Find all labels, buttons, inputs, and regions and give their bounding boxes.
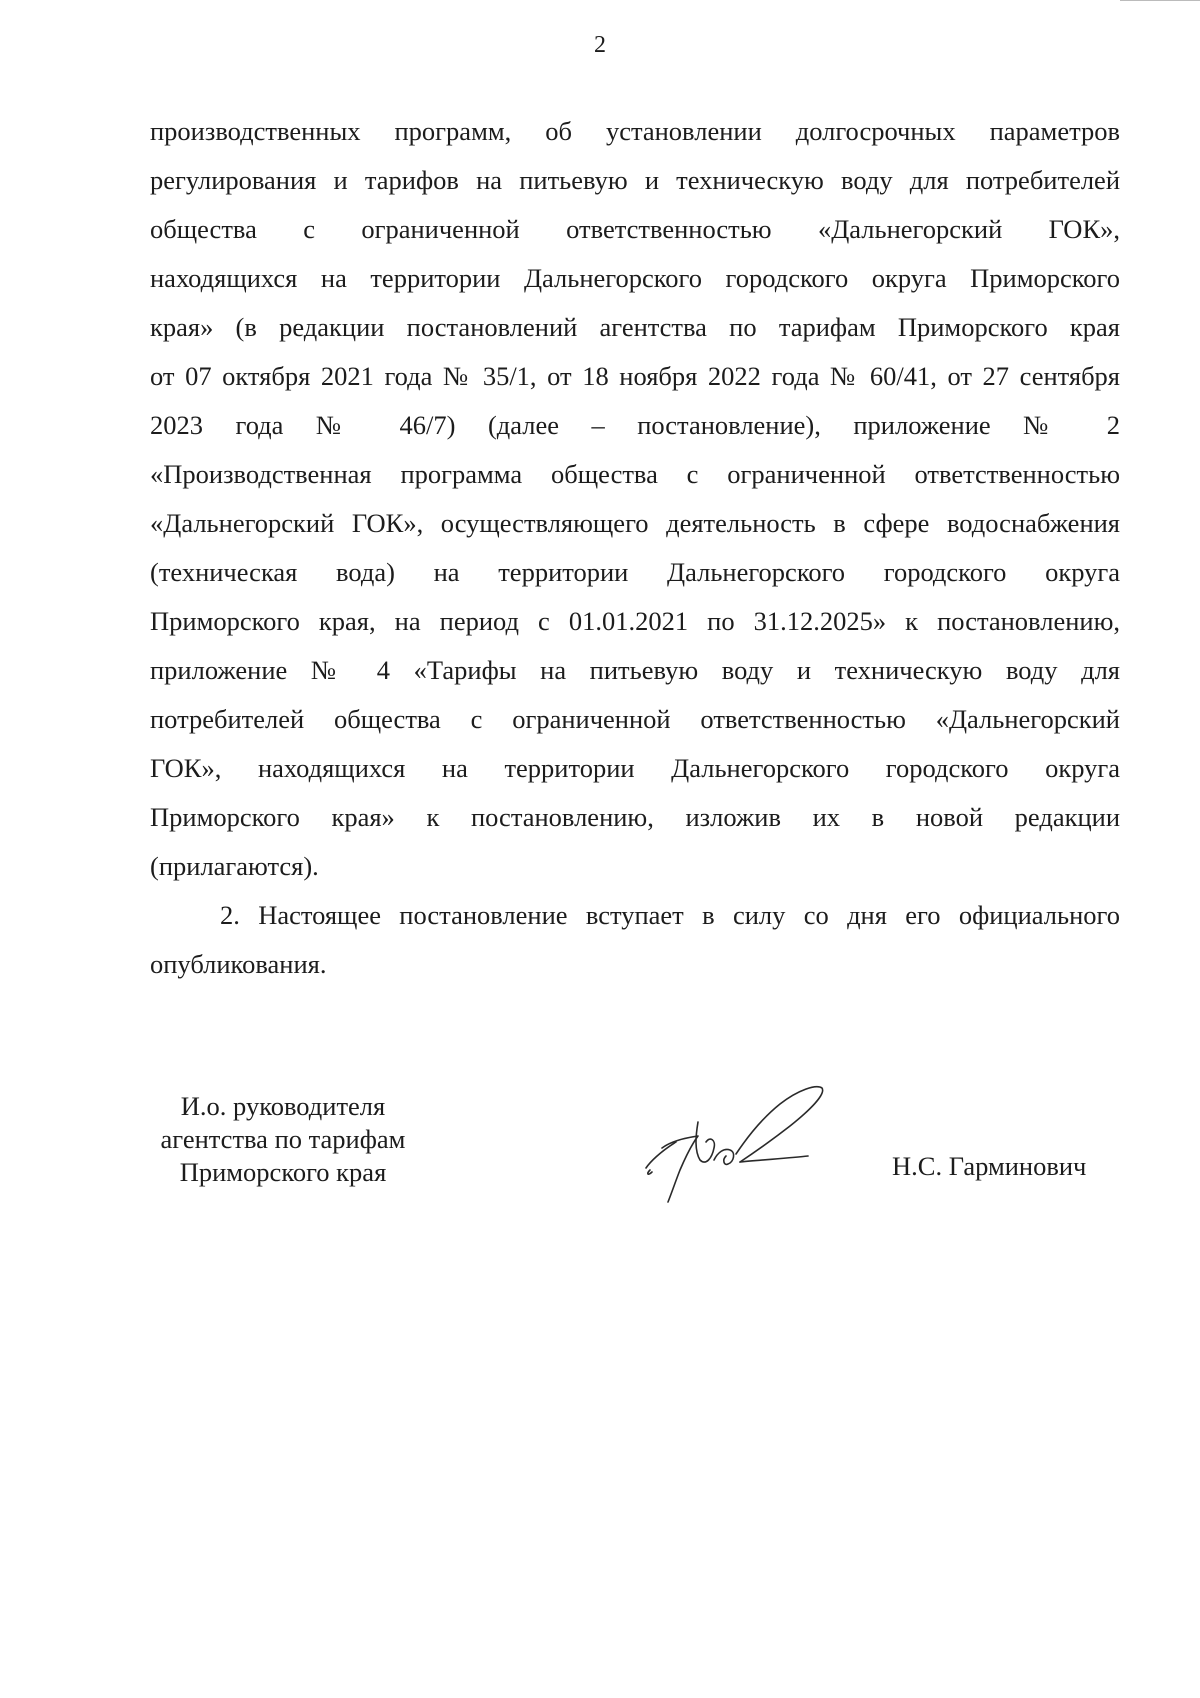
body-line: «Дальнегорский ГОК», осуществляющего деятельность в сфере водоснабжения [150, 508, 1120, 538]
paragraph-2-line: опубликования. [150, 949, 327, 979]
body-line: «Производственная программа общества с ограниченной ответственностью [150, 459, 1120, 489]
body-line: потребителей общества с ограниченной ответственностью «Дальнегорский [150, 704, 1120, 734]
position-line: агентства по тарифам [160, 1124, 406, 1154]
document-body [150, 107, 1120, 989]
body-line: от 07 октября 2021 года № 35/1, от 18 ноября 2022 года № 60/41, от 27 сентября [150, 361, 1120, 391]
body-line: 2023 года № 46/7) (далее – постановление), приложение № 2 [150, 410, 1120, 440]
signatory-position [148, 1090, 418, 1189]
position-line: Приморского края [179, 1157, 387, 1187]
handwritten-signature [640, 1070, 850, 1220]
scan-edge-mark [1120, 0, 1200, 7]
paragraph-2-line: 2. Настоящее постановление вступает в силу со дня его официального [220, 900, 1120, 930]
body-line: регулирования и тарифов на питьевую и техническую воду для потребителей [150, 165, 1120, 195]
body-line: (техническая вода) на территории Дальнегорского городского округа [150, 557, 1120, 587]
body-line: Приморского края» к постановлению, изложив их в новой редакции [150, 802, 1120, 832]
body-line: Приморского края, на период с 01.01.2021 по 31.12.2025» к постановлению, [150, 606, 1120, 636]
body-line: края» (в редакции постановлений агентства по тарифам Приморского края [150, 312, 1120, 342]
body-line: (прилагаются). [150, 851, 319, 881]
body-line: находящихся на территории Дальнегорского городского округа Приморского [150, 263, 1120, 293]
body-line: общества с ограниченной ответственностью «Дальнегорский ГОК», [150, 214, 1120, 244]
body-line: производственных программ, об установлении долгосрочных параметров [150, 116, 1120, 146]
page-number: 2 [594, 32, 606, 58]
position-line: И.о. руководителя [180, 1091, 386, 1121]
body-line: ГОК», находящихся на территории Дальнегорского городского округа [150, 753, 1120, 783]
signer-name: Н.С. Гарминович [892, 1151, 1087, 1181]
body-line: приложение № 4 «Тарифы на питьевую воду и техническую воду для [150, 655, 1120, 685]
